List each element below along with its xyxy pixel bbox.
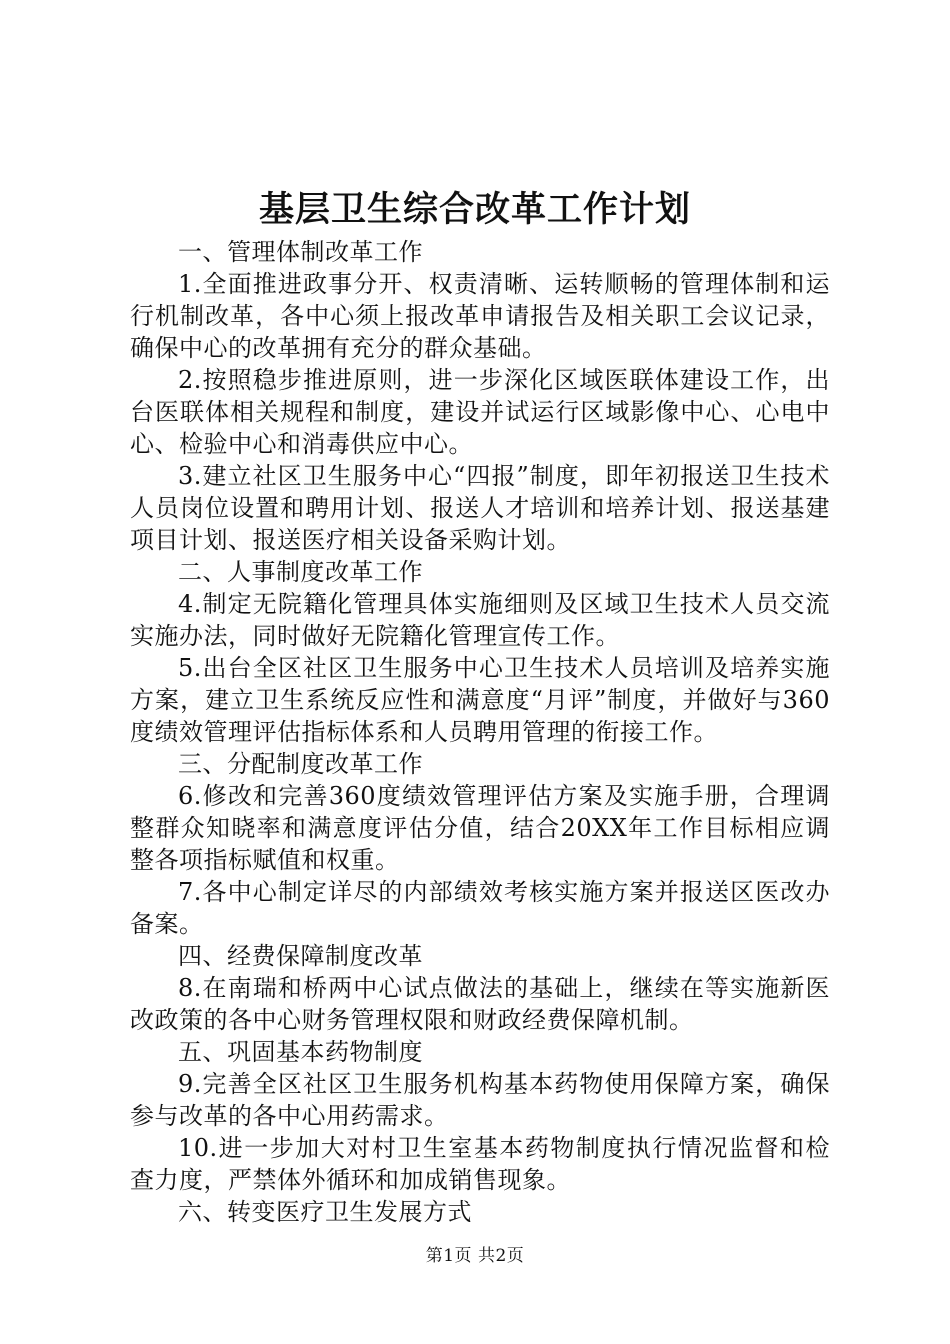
document-title: 基层卫生综合改革工作计划 [258, 189, 691, 230]
item-7-paragraph: 7.各中心制定详尽的内部绩效考核实施方案并报送区医改办备案。 [130, 878, 830, 938]
section-heading-distribution: 三、分配制度改革工作 [178, 750, 423, 778]
item-10-paragraph: 10.进一步加大对村卫生室基本药物制度执行情况监督和检查力度，严禁体外循环和加成销售现象。 [130, 1134, 830, 1194]
section-heading-essential-drugs: 五、巩固基本药物制度 [178, 1038, 423, 1066]
page-footer: 第1页 共2页 [425, 1246, 525, 1266]
section-heading-funding: 四、经费保障制度改革 [178, 942, 423, 970]
section-heading-management: 一、管理体制改革工作 [178, 238, 423, 266]
document-body [130, 236, 830, 1228]
item-6-paragraph: 6.修改和完善360度绩效管理评估方案及实施手册，合理调整群众知晓率和满意度评估分值，结合20XX年工作目标相应调整各项指标赋值和权重。 [130, 782, 830, 874]
item-3-paragraph: 3.建立社区卫生服务中心“四报”制度，即年初报送卫生技术人员岗位设置和聘用计划、报送人才培训和培养计划、报送基建项目计划、报送医疗相关设备采购计划。 [130, 462, 830, 554]
section-heading-personnel: 二、人事制度改革工作 [178, 558, 423, 586]
item-1-paragraph: 1.全面推进政事分开、权责清晰、运转顺畅的管理体制和运行机制改革，各中心须上报改革申请报告及相关职工会议记录，确保中心的改革拥有充分的群众基础。 [130, 270, 830, 362]
item-9-paragraph: 9.完善全区社区卫生服务机构基本药物使用保障方案，确保参与改革的各中心用药需求。 [130, 1070, 830, 1130]
item-5-paragraph: 5.出台全区社区卫生服务中心卫生技术人员培训及培养实施方案，建立卫生系统反应性和满意度“月评”制度，并做好与360度绩效管理评估指标体系和人员聘用管理的衔接工作。 [130, 654, 830, 746]
item-4-paragraph: 4.制定无院籍化管理具体实施细则及区域卫生技术人员交流实施办法，同时做好无院籍化管理宣传工作。 [130, 590, 830, 650]
item-2-paragraph: 2.按照稳步推进原则，进一步深化区域医联体建设工作，出台医联体相关规程和制度，建设并试运行区域影像中心、心电中心、检验中心和消毒供应中心。 [130, 366, 830, 458]
item-8-paragraph: 8.在南瑞和桥两中心试点做法的基础上，继续在等实施新医改政策的各中心财务管理权限和财政经费保障机制。 [130, 974, 830, 1034]
section-heading-development: 六、转变医疗卫生发展方式 [178, 1198, 472, 1226]
